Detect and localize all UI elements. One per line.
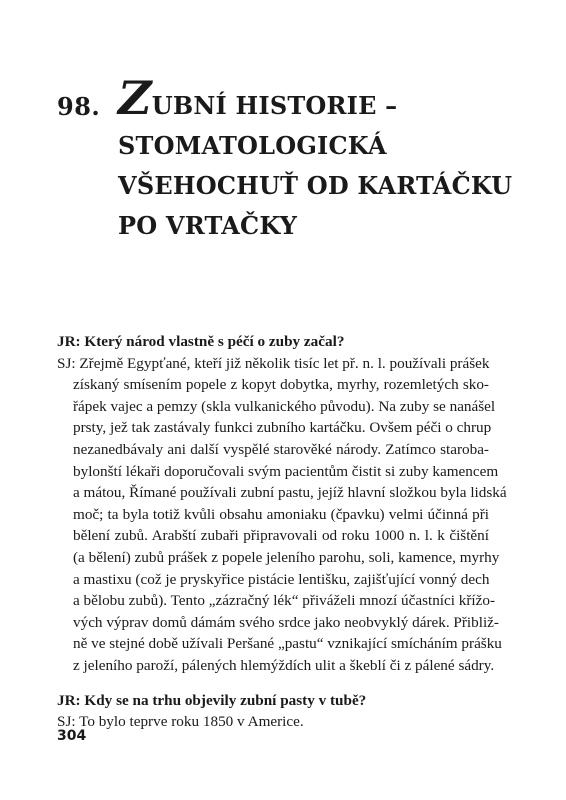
answer-line: z jeleního paroží, pálených hlemýždích ulit a škeblí či z pálené sádry. <box>73 656 495 674</box>
answer-line: a bělobu zubů). Tento „zázračný lék“ přiváželi mnozí účastníci křížo- <box>73 592 496 610</box>
answer-line: řápek vajec a pemzy (skla vulkanického původu). Na zuby se nanášel <box>73 397 496 415</box>
answer-line: získaný smísením popele z kopyt dobytka, myrhy, rozemletých sko- <box>73 376 489 394</box>
chapter-number: 98. <box>57 92 101 121</box>
answer-line: SJ: To bylo teprve roku 1850 v Americe. <box>57 713 304 731</box>
chapter-title-line: VŠEHOCHUŤ OD KARTÁČKU <box>118 171 513 200</box>
answer-line: moč; ta byla totiž kvůli obsahu amoniaku (čpavku) velmi účinná při <box>73 505 489 523</box>
interview-body <box>57 331 507 733</box>
answer-1 <box>57 353 507 677</box>
answer-2 <box>57 711 489 733</box>
question-2: JR: Kdy se na trhu objevily zubní pasty v tubě? <box>57 691 367 709</box>
answer-line: ně ve stejné době užívali Peršané „pastu“ vznikající smícháním prášku <box>73 635 502 653</box>
question-1: JR: Který národ vlastně s péčí o zuby začal? <box>57 333 345 350</box>
answer-line: bělení zubů. Arabští zubaři připravovali od roku 1000 n. l. k čištění <box>73 527 489 545</box>
answer-line: (a bělení) zubů prášek z popele jeleního parohu, soli, kamence, myrhy <box>73 548 500 566</box>
title-dropcap: Z <box>118 71 152 125</box>
chapter-title-line: PO VRTAČKY <box>118 211 298 240</box>
answer-line: a mátou, Římané používali zubní pastu, jejíž hlavní složkou byla lidská <box>73 484 507 502</box>
chapter-title <box>118 71 538 246</box>
answer-line: bylonští lékaři doporučovali svým pacientům čistit si zuby kamencem <box>73 462 499 480</box>
answer-line: a mastixu (což je pryskyřice pistácie lentišku, zajišťující vonný dech <box>73 570 490 588</box>
chapter-title-line: ZUBNÍ HISTORIE – <box>118 71 398 125</box>
answer-line: SJ: Zřejmě Egypťané, kteří již několik tisíc let př. n. l. používali prášek <box>57 354 490 372</box>
answer-line: vých výprav domů dámám svého srdce jako neobvyklý dárek. Přibliž- <box>73 613 499 631</box>
page-number: 304 <box>57 728 87 744</box>
answer-line: prsty, jež tak zastávaly funkci zubního kartáčku. Ovšem péči o chrup <box>73 419 492 437</box>
answer-line: nezanedbávaly ani další vyspělé starověké národy. Zatímco staroba- <box>73 440 489 458</box>
chapter-title-line: STOMATOLOGICKÁ <box>118 131 387 160</box>
